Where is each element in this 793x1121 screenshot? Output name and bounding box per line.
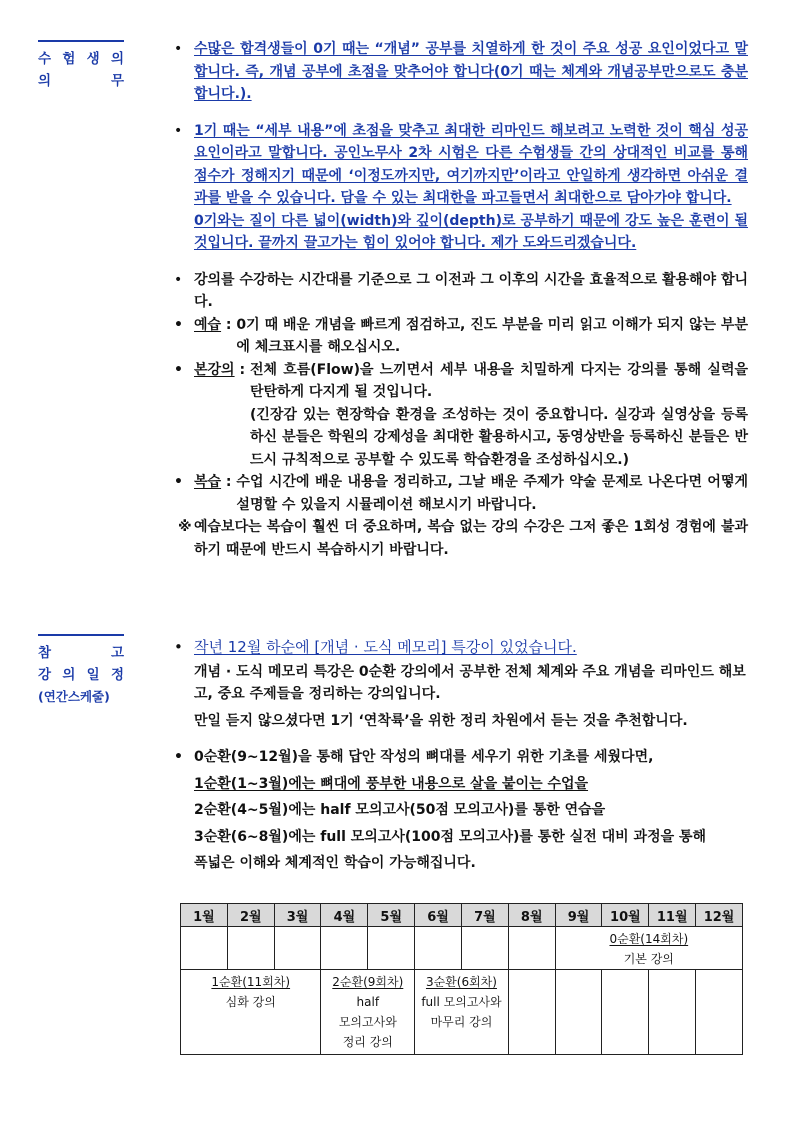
note-mark: ※ (178, 519, 192, 535)
month-header: 4월 (321, 904, 368, 927)
month-header: 6월 (415, 904, 462, 927)
cycle0-cell (555, 927, 742, 970)
month-header: 5월 (368, 904, 415, 927)
bullet-icon: • (174, 41, 183, 57)
duty-bullet-time: 강의를 수강하는 시간대를 기준으로 그 이전과 그 이후의 시간을 효율적으로 활용해야 합니다. (194, 271, 749, 310)
cycle2-sub3: 정리 강의 (342, 1035, 393, 1049)
cycle1-sub: 심화 강의 (225, 995, 276, 1009)
annual-schedule-table (180, 903, 743, 1055)
special-lecture-recommend: 만일 듣지 않으셨다면 1기 ‘연착륙’을 위한 정리 차원에서 듣는 것을 추천합니다. (194, 712, 688, 729)
label-char: 험 (62, 51, 76, 67)
bullet-icon: • (174, 474, 183, 490)
note-text: 예습보다는 복습이 훨씬 더 중요하며, 복습 없는 강의 수강은 그저 좋은 1회성 경험에 불과하기 때문에 반드시 복습하시기 바랍니다. (194, 519, 748, 558)
cycle2-sub1: half (356, 995, 380, 1009)
main-lecture-label: 본강의 (194, 361, 235, 378)
cycle-summary: 폭넓은 이해와 체계적인 학습이 가능해집니다. (194, 855, 476, 871)
label-char: 생 (86, 51, 100, 67)
label-annual-schedule: (연간스케줄) (38, 689, 110, 704)
cycle0-text: 0순환(9~12월)을 통해 답안 작성의 뼈대를 세우기 위한 기초를 세웠다면, (194, 749, 654, 765)
cycle2-cell (321, 970, 415, 1055)
review-text: 수업 시간에 배운 내용을 정리하고, 그날 배운 주제가 약술 문제로 나온다면 어떻게 설명할 수 있을지 시뮬레이션 해보시기 바랍니다. (236, 474, 748, 513)
month-header: 1월 (181, 904, 228, 927)
list-item (168, 38, 748, 106)
label-char: 의 (110, 51, 124, 67)
label-char: 강 (38, 667, 52, 683)
section-label-duty (38, 40, 124, 92)
main-lecture-note: (긴장감 있는 현장학습 환경을 조성하는 것이 중요합니다. 실강과 실영상을 등록하신 분들은 학원의 강제성을 최대한 활용하시고, 동영상반을 등록하신 분들은 반드시 규칙적으로 공부할 수 있도록 학습환경을 조성하십시오.) (249, 406, 748, 468)
label-char: 정 (110, 667, 124, 683)
bullet-icon: • (174, 361, 183, 378)
month-header: 9월 (555, 904, 602, 927)
cycle3-sub2: 마무리 강의 (430, 1015, 493, 1029)
duty-bullet-concept: 수많은 합격생들이 0기 때는 “개념” 공부를 치열하게 한 것이 주요 성공 요인이었다고 말합니다. 즉, 개념 공부에 초점을 맞추어야 합니다(0기 때는 체계와 개념공부만으로도 충분합니다.). (194, 41, 748, 102)
month-header: 2월 (227, 904, 274, 927)
label-char: 일 (86, 667, 100, 683)
bullet-icon: • (174, 638, 183, 656)
label-char: 무 (110, 73, 124, 89)
month-header: 10월 (602, 904, 649, 927)
month-header: 8월 (508, 904, 555, 927)
bullet-icon: • (174, 271, 183, 288)
cycle3-cell (415, 970, 509, 1055)
month-header: 11월 (649, 904, 696, 927)
label-char: 의 (62, 667, 76, 683)
cycle1-text: 1순환(1~3월)에는 뼈대에 풍부한 내용으로 살을 붙이는 수업을 (194, 775, 589, 792)
special-lecture-desc: 개념 · 도식 메모리 특강은 0순환 강의에서 공부한 전체 체계와 주요 개념을 리마인드 해보고, 중요 주제들을 정리하는 강의입니다. (194, 663, 746, 702)
main-lecture-text: 전체 흐름(Flow)을 느끼면서 세부 내용을 치밀하게 다지는 강의를 통해 실력을 탄탄하게 다지게 될 것입니다. (249, 361, 748, 400)
preview-text: 0기 때 배운 개념을 빠르게 점검하고, 진도 부분을 미리 읽고 이해가 되지 않는 부분에 체크표시를 해오십시오. (236, 316, 748, 355)
bullet-icon: • (174, 316, 183, 333)
duty-bullet-detail-extra: 0기와는 질이 다른 넓이(width)와 깊이(depth)로 공부하기 때문에 강도 높은 훈련이 될 것입니다. 끝까지 끌고가는 힘이 있어야 합니다. 제가 도와드리겠습니다. (194, 212, 748, 251)
cycle2-title: 2순환(9회차) (332, 975, 404, 989)
cycle3-title: 3순환(6회차) (425, 975, 497, 989)
section-rule (38, 634, 124, 636)
cycle0-sub: 기본 강의 (623, 952, 674, 966)
label-char: 참 (38, 645, 52, 661)
table-header-row (181, 904, 743, 927)
label-char: 고 (110, 645, 124, 661)
reference-section (168, 636, 748, 875)
cycle1-cell (181, 970, 321, 1055)
cycle3-sub1: full 모의고사와 (421, 995, 502, 1009)
list-item: • 예습 : 0기 때 배운 개념을 빠르게 점검하고, 진도 부분을 미리 읽고 이해가 되지 않는 부분에 체크표시를 해오십시오. (168, 314, 748, 359)
list-item (168, 120, 748, 255)
cycle3-text: 3순환(6~8월)에는 full 모의고사(100점 모의고사)를 통한 실전 대비 과정을 통해 (194, 828, 707, 845)
list-item: • 본강의 : 전체 흐름(Flow)을 느끼면서 세부 내용을 치밀하게 다지는 강의를 통해 실력을 탄탄하게 다지게 될 것입니다. (긴장감 있는 현장학습 환경을 조성하는 것이 중요합니다. 실강과 실영상을 등록하신 분들은 학원의 강제성을 최대한 활용하시고, 동영상반을 등록하신 분들은 반드시 규칙적으로 공부할 수 있도록 학습환경을 조성하십시오.) (168, 359, 748, 472)
table-row (181, 927, 743, 970)
duty-bullet-detail: 1기 때는 “세부 내용”에 초점을 맞추고 최대한 리마인드 해보려고 노력한 것이 핵심 성공 요인이라고 말합니다. 공인노무사 2차 시험은 다른 수험생들 간의 상대적인 비교를 통해 점수가 정해지기 때문에 ‘이정도까지만, 여기까지만’이라고 안일하게 생각하면 아쉬운 결과를 받을 수 있습니다. 담을 수 있는 최대한을 파고들면서 최대한으로 담아가야 합니다. (194, 122, 748, 206)
month-header: 12월 (696, 904, 743, 927)
bullet-icon: • (174, 749, 183, 765)
month-header: 3월 (274, 904, 321, 927)
cycle0-title: 0순환(14회차) (609, 932, 689, 946)
label-char: 의 (38, 73, 52, 89)
month-header: 7월 (461, 904, 508, 927)
duty-section (168, 38, 748, 561)
table-row (181, 970, 743, 1055)
preview-label: 예습 (194, 316, 222, 333)
list-item (168, 746, 748, 769)
cycle1-title: 1순환(11회차) (211, 975, 291, 989)
list-item (168, 269, 748, 314)
review-label: 복습 (194, 474, 222, 490)
note (168, 516, 748, 561)
cycle2-sub2: 모의고사와 (338, 1015, 397, 1029)
cycle2-text: 2순환(4~5월)에는 half 모의고사(50점 모의고사)를 통한 연습을 (194, 802, 606, 818)
special-lecture-title: 작년 12월 하순에 [개념 · 도식 메모리] 특강이 있었습니다. (194, 638, 577, 656)
bullet-icon: • (174, 122, 183, 139)
list-item: • 복습 : 수업 시간에 배운 내용을 정리하고, 그날 배운 주제가 약술 문제로 나온다면 어떻게 설명할 수 있을지 시뮬레이션 해보시기 바랍니다. (168, 471, 748, 516)
label-char: 수 (38, 51, 52, 67)
list-item (168, 636, 748, 659)
section-label-reference (38, 634, 124, 708)
section-rule (38, 40, 124, 42)
